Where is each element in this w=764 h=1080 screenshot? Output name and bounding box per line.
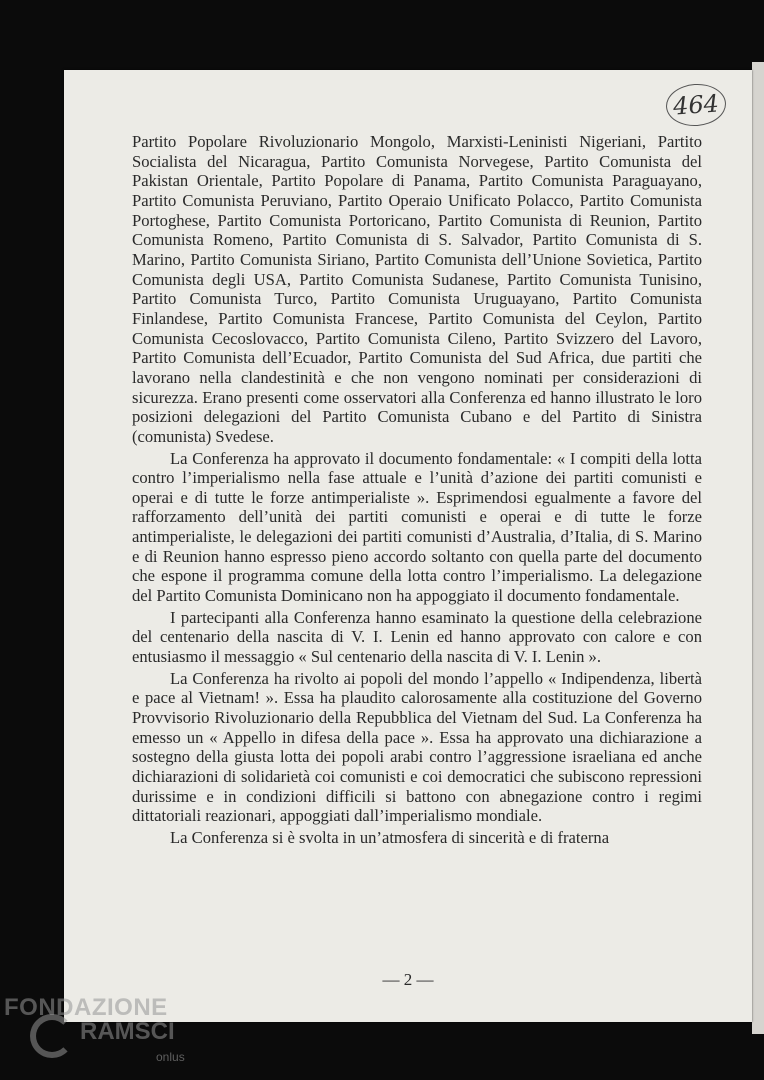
archive-stamp: 464: [665, 82, 728, 128]
page-number: — 2 —: [382, 970, 434, 989]
watermark-line-1: FONDAZIONE: [4, 994, 168, 1021]
next-page-edge: [752, 62, 764, 1034]
fondazione-gramsci-watermark: [0, 988, 200, 1080]
document-page: [64, 70, 752, 1022]
paragraph: Partito Popolare Rivoluzionario Mongolo, Marxisti-Leninisti Nigeriani, Partito Socialista del Nicaragua, Partito Comunista Norvegese, Partito Comunista del Pakistan Orientale, Partito Popolare di Panama, Partito Comunista Paraguayano, Partito Comunista Peruviano, Partito Operaio Unificato Polacco, Partito Comunista Portoghese, Partito Comunista Portoricano, Partito Comunista di Reunion, Partito Comunista Romeno, Partito Comunista di S. Salvador, Partito Comunista di S. Marino, Partito Comunista Siriano, Partito Comunista dell’Unione Sovietica, Partito Comunista degli USA, Partito Comunista Sudanese, Partito Comunista Tunisino, Partito Comunista Turco, Partito Comunista Uruguayano, Partito Comunista Finlandese, Partito Comunista Francese, Partito Comunista del Ceylon, Partito Comunista Cecoslovacco, Partito Comunista Cileno, Partito Svizzero del Lavoro, Partito Comunista dell’Ecuador, Partito Comunista del Sud Africa, due partiti che lavorano nella clandestinità e che non vengono nominati per considerazioni di sicurezza. Erano presenti come osservatori alla Conferenza ed hanno illustrato le loro posizioni delegazioni del Partito Comunista Cubano e del Partito di Sinistra (comunista) Svedese.: [132, 132, 702, 446]
watermark-g-logo-icon: [30, 1014, 74, 1058]
body-text: [132, 132, 702, 848]
watermark-line-3: onlus: [156, 1050, 185, 1064]
paragraph: I partecipanti alla Conferenza hanno esaminato la questione della celebrazione del centenario della nascita di V. I. Lenin ed hanno approvato con calore e con entusiasmo il messaggio « Sul centenario della nascita di V. I. Lenin ».: [132, 607, 702, 667]
paragraph: La Conferenza si è svolta in un’atmosfera di sincerità e di fraterna: [170, 827, 610, 847]
paragraph: La Conferenza ha approvato il documento fondamentale: « I compiti della lotta contro l’imperialismo nella fase attuale e l’unità d’azione dei partiti comunisti e operai e di tutte le forze antimperialiste ». Esprimendosi egualmente a favore del rafforzamento dell’unità dei partiti comunisti e operai e di tutte le forze antimperialiste, le delegazioni dei partiti comunisti d’Australia, d’Italia, di S. Marino e di Reunion hanno espresso pieno accordo soltanto con quella parte del documento che espone il programma comune della lotta contro l’imperialismo. La delegazione del Partito Comunista Dominicano non ha appoggiato il documento fondamentale.: [132, 448, 702, 606]
watermark-line-2: RAMSCI: [80, 1018, 175, 1045]
paragraph: La Conferenza ha rivolto ai popoli del mondo l’appello « Indipendenza, libertà e pace al Vietnam! ». Essa ha plaudito calorosamente alla costituzione del Governo Provvisorio Rivoluzionario della Repubblica del Vietnam del Sud. La Conferenza ha emesso un « Appello in difesa della pace ». Essa ha approvato una dichiarazione a sostegno della giusta lotta dei popoli arabi contro l’aggressione israeliana ed anche dichiarazioni di solidarietà coi comunisti e coi democratici che subiscono repressioni durissime e in condizioni difficili si battono con abnegazione contro i regimi dittatoriali reazionari, appoggiati dall’imperialismo mondiale.: [132, 668, 702, 826]
